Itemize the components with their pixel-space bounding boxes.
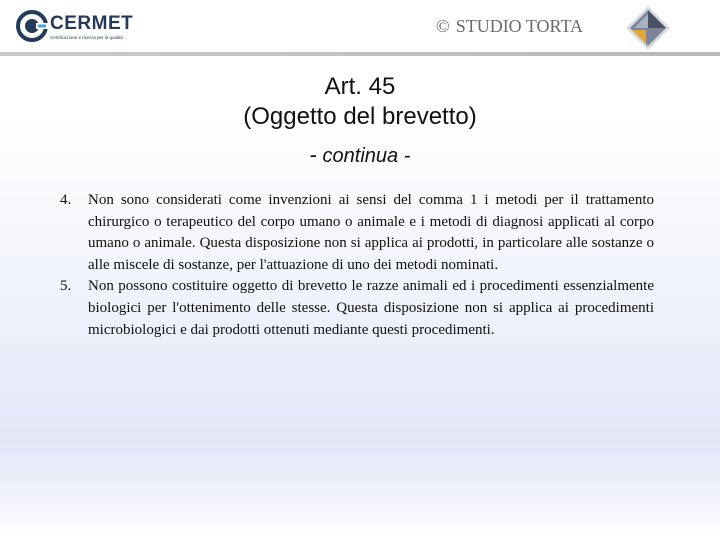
title-article: Art. 45	[324, 73, 396, 100]
logo-tagline: Certificazione e ricerca per la qualità	[50, 35, 123, 40]
slide-header	[0, 0, 720, 52]
copyright-symbol: ©	[436, 16, 450, 36]
cermet-logo-icon	[16, 10, 48, 42]
studio-torta-diamond-icon	[624, 4, 672, 52]
article-paragraphs	[60, 190, 654, 341]
subtitle-dash-right: -	[403, 145, 411, 167]
logo-wordmark: CERMET	[50, 13, 134, 34]
copyright-notice	[436, 16, 583, 37]
cermet-logo	[16, 10, 140, 44]
subtitle-text: continua	[322, 145, 399, 167]
paragraph-item	[60, 276, 654, 341]
copyright-text: STUDIO TORTA	[455, 16, 584, 36]
paragraph-number: 4.	[60, 192, 72, 208]
title-subject: (Oggetto del brevetto)	[243, 103, 477, 130]
slide-title	[0, 72, 720, 132]
paragraph-item	[60, 190, 654, 276]
slide-subtitle	[0, 142, 720, 168]
paragraph-text: Non sono considerati come invenzioni ai sensi del comma 1 i metodi per il trattamento chirurgico o terapeutico del corpo umano o animale e i metodi di diagnosi applicati al corpo umano o animale. Questa disposizione non si applica ai prodotti, in particolare alle sostanze o alle miscele di sostanze, per l'attuazione di uno dei metodi nominati.	[88, 192, 654, 273]
paragraph-number: 5.	[60, 278, 72, 295]
paragraph-text: Non possono costituire oggetto di brevetto le razze animali ed i procedimenti essenzialmente biologici per l'ottenimento delle stesse. Questa disposizione non si applica ai procedimenti microbiologici e dai prodotti ottenuti mediante questi procedimenti.	[88, 278, 654, 338]
subtitle-dash-left: -	[309, 142, 317, 167]
